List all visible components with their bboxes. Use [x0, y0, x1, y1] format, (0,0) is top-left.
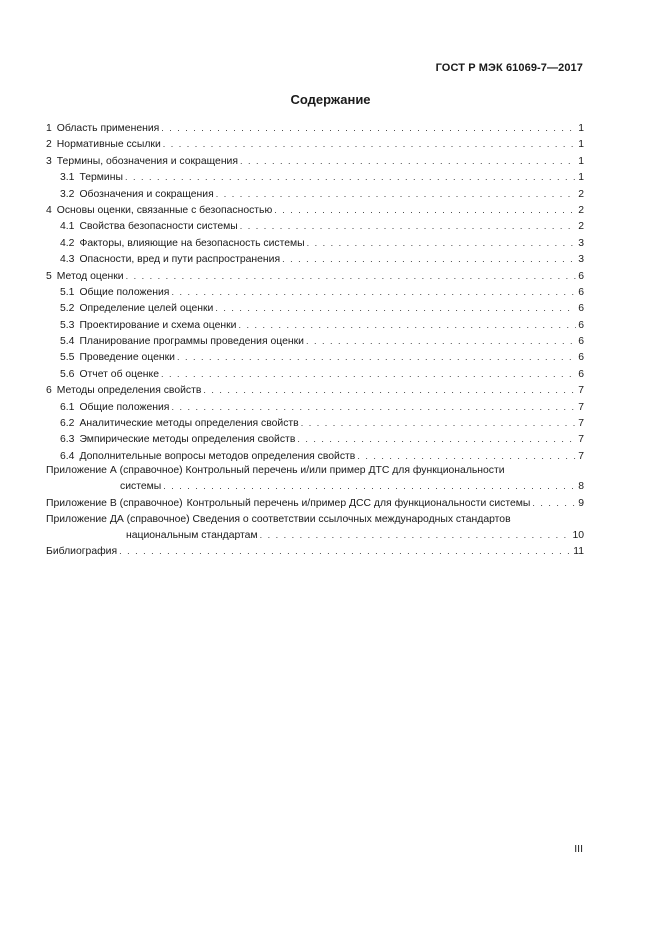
toc-entry-label: Аналитические методы определения свойств — [79, 418, 299, 430]
toc-entry-label: Область применения — [56, 123, 160, 134]
toc-entry[interactable]: 5.1 Общие положения . . . 6 — [46, 284, 584, 300]
dot-leader — [203, 382, 576, 398]
dot-leader — [177, 349, 576, 365]
toc-entry-label: Проектирование и схема оценки — [79, 319, 237, 331]
toc-entry-label: Нормативные ссылки — [56, 139, 161, 151]
toc-annex-a[interactable] — [46, 464, 584, 494]
toc-entry-label: Термины — [79, 172, 123, 184]
toc-entry-label: Общие положения — [79, 401, 170, 413]
toc-entry-page: 11 — [573, 546, 584, 558]
dot-leader — [216, 186, 577, 202]
toc-entry[interactable]: 6.4 Дополнительные вопросы методов определения свойств . . . 7 — [46, 448, 584, 464]
toc-entry-page: 1 — [578, 139, 584, 151]
toc-entry[interactable]: 3.1 Термины . . . 1 — [46, 169, 584, 185]
toc-entry-page: 6 — [578, 270, 584, 282]
toc-entry-label: Дополнительные вопросы методов определения свойств — [79, 450, 356, 462]
toc-entry-label: Эмпирические методы определения свойств — [79, 434, 296, 446]
toc-entry[interactable]: 4.2 Факторы, влияющие на безопасность системы . . . 3 — [46, 235, 584, 251]
toc-entry-page: 3 — [578, 254, 584, 266]
dot-leader — [297, 431, 576, 447]
toc-entry-page: 7 — [578, 434, 584, 446]
dot-leader — [161, 120, 576, 136]
toc-entry-label: Опасности, вред и пути распространения — [79, 254, 281, 266]
dot-leader — [215, 300, 576, 316]
toc-entry-label: Отчет об оценке — [79, 368, 159, 380]
dot-leader — [240, 218, 576, 234]
dot-leader — [240, 153, 576, 169]
dot-leader — [163, 478, 576, 494]
annex-title: Сведения о соответствии ссылочных международных стандартов — [192, 513, 511, 525]
toc-entry-page: 7 — [578, 418, 584, 430]
toc-entry-page: 1 — [578, 123, 584, 134]
dot-leader — [282, 251, 576, 267]
page-number: III — [574, 843, 583, 855]
toc-bibliography[interactable] — [46, 543, 584, 559]
toc-entry-page: 2 — [578, 204, 584, 216]
dot-leader — [357, 448, 576, 464]
toc-entry-page: 9 — [578, 497, 584, 509]
toc-entry-page: 2 — [578, 221, 584, 233]
toc-entry-page: 3 — [578, 237, 584, 249]
annex-title-continued: системы — [120, 481, 162, 493]
toc-entry-label: Проведение оценки — [79, 352, 175, 364]
toc-entry-page: 10 — [572, 529, 584, 541]
dot-leader — [306, 333, 576, 349]
dot-leader — [301, 415, 577, 431]
toc-entry-page: 6 — [578, 303, 584, 315]
toc-entry-page: 1 — [578, 172, 584, 184]
toc-entry-page: 8 — [578, 481, 584, 493]
toc-entry-label: Основы оценки, связанные с безопасностью — [56, 204, 273, 216]
toc-entry-page: 6 — [578, 368, 584, 380]
toc-entry-page: 7 — [578, 450, 584, 462]
toc-entry[interactable]: 5.2 Определение целей оценки . . . 6 — [46, 300, 584, 316]
dot-leader — [163, 136, 576, 152]
dot-leader — [238, 317, 576, 333]
table-of-contents — [46, 120, 584, 560]
toc-entry-page: 6 — [578, 286, 584, 298]
toc-entry-page: 6 — [578, 319, 584, 331]
annex-prefix: Приложение В (справочное) — [46, 497, 183, 509]
toc-entry[interactable]: 5 Метод оценки . . . 6 — [46, 268, 584, 284]
annex-title: Контрольный перечень и/или пример ДТС для функциональности — [185, 465, 505, 477]
annex-title-continued: национальным стандартам — [126, 529, 258, 541]
toc-entry[interactable]: 6.3 Эмпирические методы определения свойств . . . 7 — [46, 431, 584, 447]
toc-entry[interactable]: 6 Методы определения свойств . . . 7 — [46, 382, 584, 398]
toc-entry-label: Обозначения и сокращения — [79, 188, 214, 200]
toc-entry-page: 6 — [578, 352, 584, 364]
annex-prefix: Приложение ДА (справочное) — [46, 513, 190, 525]
toc-entry[interactable]: 5.4 Планирование программы проведения оценки . . . 6 — [46, 333, 584, 349]
toc-entry-page: 7 — [578, 385, 584, 397]
dot-leader — [119, 543, 571, 559]
dot-leader — [307, 235, 577, 251]
toc-entry[interactable]: 1 Область применения . . . 1 — [46, 120, 584, 136]
dot-leader — [274, 202, 576, 218]
toc-entry[interactable]: 4 Основы оценки, связанные с безопасностью . . . 2 — [46, 202, 584, 218]
annex-prefix: Приложение А (справочное) — [46, 465, 183, 477]
toc-entry[interactable]: 5.6 Отчет об оценке . . . 6 — [46, 366, 584, 382]
toc-entry[interactable]: 5.3 Проектирование и схема оценки . . . 6 — [46, 317, 584, 333]
toc-entry-label: Общие положения — [79, 286, 170, 298]
toc-annex-da[interactable] — [46, 513, 584, 543]
toc-entry-label: Определение целей оценки — [79, 303, 214, 315]
toc-entry-page: 7 — [578, 401, 584, 413]
dot-leader — [171, 399, 576, 415]
toc-entry-label: Факторы, влияющие на безопасность системы — [79, 237, 305, 249]
toc-entry[interactable]: 3.2 Обозначения и сокращения . . . 2 — [46, 186, 584, 202]
toc-entry-label: Термины, обозначения и сокращения — [56, 155, 238, 167]
toc-annex-b[interactable] — [46, 495, 584, 511]
toc-entry[interactable]: 6.1 Общие положения . . . 7 — [46, 399, 584, 415]
dot-leader — [532, 495, 576, 511]
toc-entry-label: Метод оценки — [56, 270, 124, 282]
toc-entry-label: Планирование программы проведения оценки — [79, 336, 304, 348]
toc-title: Содержание — [290, 92, 371, 107]
toc-entry[interactable]: 2 Нормативные ссылки . . . 1 — [46, 136, 584, 152]
annex-title: Контрольный перечень и/пример ДСС для функциональности системы — [186, 497, 531, 509]
toc-entry-page: 6 — [578, 336, 584, 348]
dot-leader — [260, 527, 571, 543]
toc-entry[interactable]: 4.1 Свойства безопасности системы . . . 2 — [46, 218, 584, 234]
dot-leader — [126, 268, 577, 284]
dot-leader — [171, 284, 576, 300]
toc-entry-label: Библиография — [46, 546, 118, 558]
toc-entry-page: 1 — [578, 155, 584, 167]
toc-entry-label: Свойства безопасности системы — [79, 221, 238, 233]
toc-entry-label: Методы определения свойств — [56, 385, 202, 397]
toc-entry[interactable]: 6.2 Аналитические методы определения свойств . . . 7 — [46, 415, 584, 431]
dot-leader — [161, 366, 576, 382]
toc-entry-page: 2 — [578, 188, 584, 200]
toc-entry[interactable]: 3 Термины, обозначения и сокращения . . . 1 — [46, 153, 584, 169]
dot-leader — [125, 169, 576, 185]
toc-entry[interactable]: 4.3 Опасности, вред и пути распространения . . . 3 — [46, 251, 584, 267]
toc-entry[interactable]: 5.5 Проведение оценки . . . 6 — [46, 349, 584, 365]
document-code: ГОСТ Р МЭК 61069-7—2017 — [435, 62, 583, 74]
